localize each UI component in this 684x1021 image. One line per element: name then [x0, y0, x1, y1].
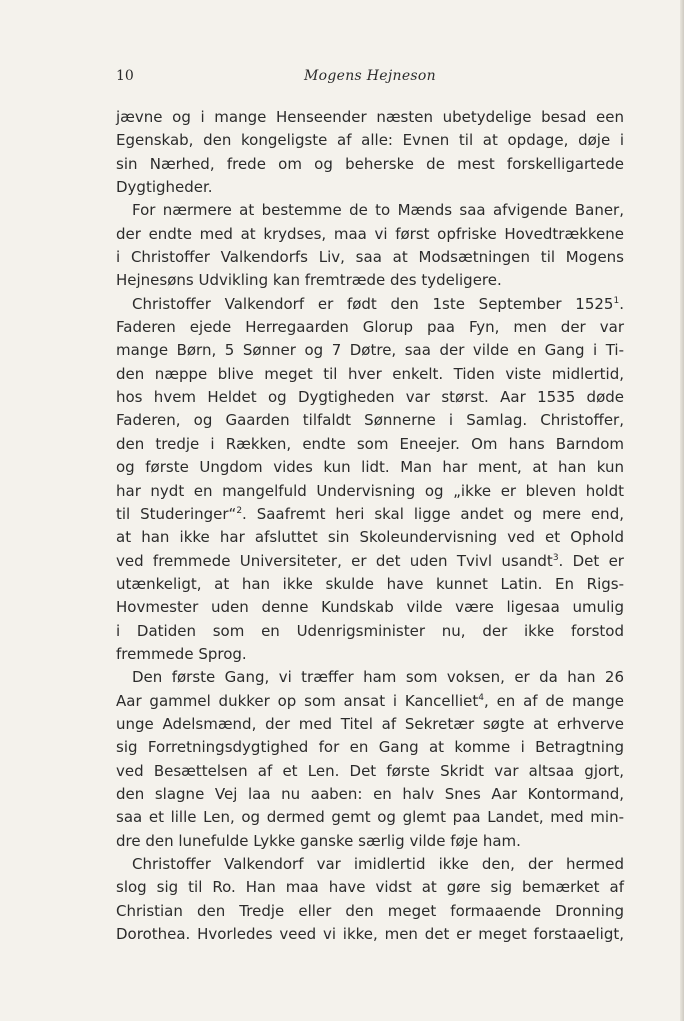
text-line: Den første Gang, vi træffer ham som voksen, er da han 26	[132, 668, 624, 687]
footnote-ref: 1	[613, 295, 620, 306]
text-line: den slagne Vej laa nu aaben: en halv Snes Aar Kontormand,	[116, 784, 624, 803]
text-segment: .	[619, 294, 624, 313]
text-segment: Christoffer Valkendorf er født den 1ste September 1525	[132, 294, 614, 313]
text-segment: , en af de mange	[484, 691, 625, 710]
text-line: ved Besættelsen af et Len. Det første Skridt var altsaa gjort,	[116, 761, 624, 780]
text-line: hos hvem Heldet og Dygtigheden var størst. Aar 1535 døde	[116, 388, 624, 407]
text-line: saa et lille Len, og dermed gemt og glemt paa Landet, med min-	[116, 808, 624, 827]
paragraph	[116, 199, 624, 292]
text-line: fremmede Sprog.	[116, 644, 247, 663]
text-line	[116, 503, 624, 526]
text-line: Dorothea. Hvorledes veed vi ikke, men det er meget forstaaeligt,	[116, 925, 624, 944]
text-line: Faderen ejede Herregaarden Glorup paa Fyn, men der var	[116, 318, 624, 337]
text-line	[116, 550, 624, 573]
text-line: jævne og i mange Henseender næsten ubetydelige besad een	[116, 108, 624, 126]
text-line: mange Børn, 5 Sønner og 7 Døtre, saa der vilde en Gang i Ti-	[116, 341, 624, 360]
text-line: unge Adelsmænd, der med Titel af Sekretær søgte at erhverve	[116, 714, 624, 733]
text-line: For nærmere at bestemme de to Mænds saa afvigende Baner,	[132, 201, 624, 220]
text-line: dre den lunefulde Lykke ganske særlig vilde føje ham.	[116, 831, 521, 850]
text-segment: ved fremmede Universiteter, er det uden Tvivl usandt	[116, 551, 553, 570]
text-line: at han ikke har afsluttet sin Skoleundervisning ved et Ophold	[116, 528, 624, 547]
paragraph	[116, 106, 624, 199]
text-line: Dygtigheder.	[116, 178, 213, 197]
paragraph	[116, 853, 624, 946]
text-line: sin Nærhed, frede om og beherske de mest forskelligartede	[116, 154, 624, 173]
text-segment: Aar gammel dukker op som ansat i Kancelliet	[116, 691, 479, 710]
text-line: og første Ungdom vides kun lidt. Man har ment, at han kun	[116, 458, 624, 477]
text-line: der endte med at krydses, maa vi først opfriske Hovedtrækkene	[116, 224, 624, 243]
text-line: Hovmester uden denne Kundskab vilde være ligesaa umulig	[116, 598, 624, 617]
text-line: sig Forretningsdygtighed for en Gang at komme i Betragtning	[116, 738, 624, 757]
footnote-ref: 4	[478, 692, 484, 703]
text-segment: . Saafremt heri skal ligge andet og mere end,	[242, 504, 624, 523]
page-edge-shadow	[680, 0, 684, 1021]
text-line: slog sig til Ro. Han maa have vidst at gøre sig bemærket af	[116, 878, 624, 897]
text-line	[116, 690, 624, 713]
running-title: Mogens Hejneson	[304, 68, 436, 84]
text-segment: til Studeringer“	[116, 504, 237, 523]
footnote-ref: 3	[552, 552, 559, 563]
text-line: Christian den Tredje eller den meget formaaende Dronning	[116, 901, 624, 920]
paragraph	[116, 666, 624, 853]
paragraph	[116, 293, 624, 667]
text-line	[116, 293, 624, 316]
running-head	[116, 68, 624, 90]
text-line: i Christoffer Valkendorfs Liv, saa at Modsætningen til Mogens	[116, 248, 624, 267]
text-line: Faderen, og Gaarden tilfaldt Sønnerne i Samlag. Christoffer,	[116, 411, 624, 430]
text-line: i Datiden som en Udenrigsminister nu, der ikke forstod	[116, 621, 624, 640]
text-line: den næppe blive meget til hver enkelt. Tiden viste midlertid,	[116, 364, 624, 383]
text-line: Christoffer Valkendorf var imidlertid ikke den, der hermed	[132, 855, 624, 873]
text-line: Egenskab, den kongeligste af alle: Evnen til at opdage, døje i	[116, 131, 624, 150]
text-line: den tredje i Rækken, endte som Eneejer. Om hans Barndom	[116, 434, 624, 453]
text-segment: . Det er	[558, 551, 624, 570]
footnote-ref: 2	[236, 505, 243, 516]
text-line: Hejnesøns Udvikling kan fremtræde des tydeligere.	[116, 271, 502, 290]
page-number: 10	[116, 68, 134, 84]
text-line: utænkeligt, at han ikke skulde have kunnet Latin. En Rigs-	[116, 574, 624, 593]
text-line: har nydt en mangelfuld Undervisning og „ikke er bleven holdt	[116, 481, 624, 500]
body-text	[116, 106, 624, 946]
